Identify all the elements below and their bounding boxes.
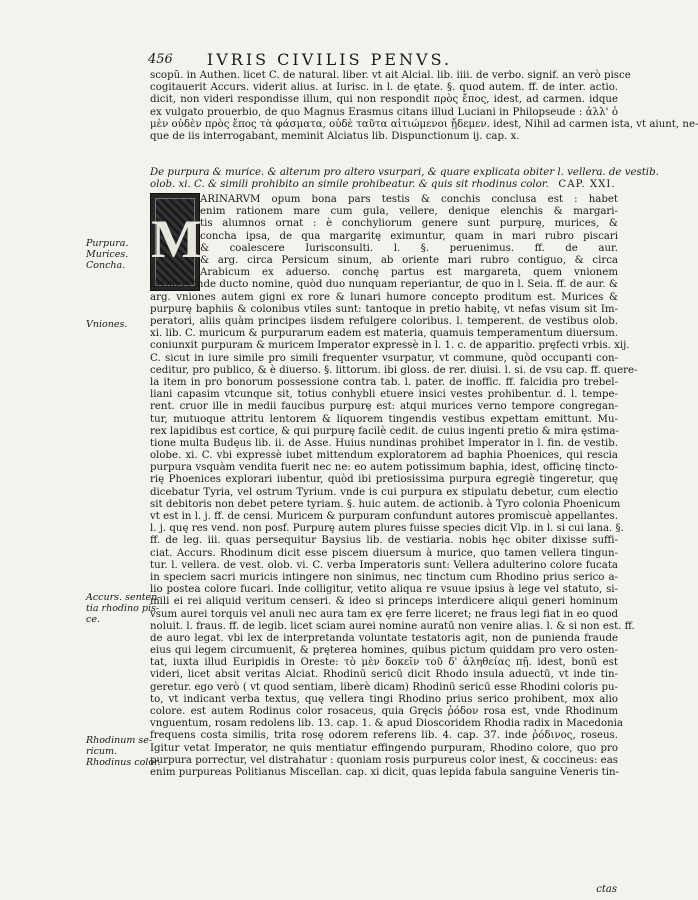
catchword: ctas [596, 884, 617, 895]
text-line: tur, mutuoque attritu lentorem & liquorem tingendis vestibus expettam emittunt. Mu- [150, 413, 618, 425]
text-line: purpura porrectur, vel distrahatur : quoniam rosis purpureus color inest, & coccineus: eas [150, 754, 618, 766]
heading-line [150, 179, 618, 191]
margin-note-line: Rhodinus color. [86, 757, 161, 768]
text-line: tur. l. vellera. de vest. olob. vi. C. verba Imperatoris sunt: Vellera adulterino colore fucata [150, 559, 618, 571]
text-line: purpurę baphiis & colonibus vtiles sunt: tantoque in pretio habitę, vt nefas visum sit Im- [150, 303, 618, 315]
heading-line-text: olob. xi. C. & simili prohibito an simile prohibeatur. & quis sit rhodinus color. [150, 179, 549, 191]
text-line: to, vt indicant verba textus, quę vellera tingi Rhodino prius serico prohibent, mox alio [150, 693, 618, 705]
text-line: concha ipsa, de qua margaritę eximuntur, quam in mari rubro piscari [200, 230, 618, 242]
margin-note-line: Purpura. [86, 238, 129, 249]
margin-note-uniones [86, 319, 127, 330]
drop-cap [150, 193, 200, 291]
text-line: vsum aurei torquis vel anuli nec aura tam ex ęre ferre liceret; ne fraus legi fiat in eo quod [150, 608, 618, 620]
text-line: dicebatur Tyria, vel ostrum Tyrium. vnde is cui purpura ex stipulatu debetur, cum electio [150, 486, 618, 498]
text-line: lio postea colore fucari. Inde colligitur, vetito aliqua re vsuue ipsius à lege vel statuto, si- [150, 584, 618, 596]
text-line: enim rationem mare cum gula, vellere, denique elenchis & margari- [200, 206, 618, 218]
text-line: geretur. ego verò ( vt quod sentiam, liberè dicam) Rhodinū sericū esse Rhodini coloris pu- [150, 681, 618, 693]
text-line: ciat. Accurs. Rhodinum dicit esse piscem diuersum à murice, quo tamen vellera tingun- [150, 547, 618, 559]
text-line: diximus inde ducto nomine, quòd duo nunquam reperiantur, de quo in l. Seia. ff. de aur. & [150, 279, 618, 291]
text-line: rex lapidibus est cortice, & qui purpurę facilè cedit. de cuius ingenti pretio & mira ęstima- [150, 425, 619, 437]
text-line: peratori, aliis quàm principes iisdem refulgere coloribus. l. temperent. de vestibus olob. [150, 315, 618, 327]
text-line: Arabicum ex aduerso. conchę partus est margareta, quem vnionem [200, 267, 618, 279]
text-line: rię Phoenices explorari iubentur, quòd ibi pretiosissima purpura egregiè tingeretur, quę [150, 474, 618, 486]
text-line: vnguentum, rosam redolens lib. 13. cap. 1. & apud Dioscoridem Rhodia radix in Macedonia [150, 718, 623, 730]
text-line: scopũ. in Authen. licet C. de natural. liber. vt ait Alcial. lib. iiii. de verbo. signif. an verò pisce [150, 70, 631, 81]
margin-note-accursius [86, 592, 160, 625]
text-line: coniunxit purpuram & muricem Imperator expressè in l. 1. c. de apparitio. pręfecti vrbis. xij. [150, 340, 630, 352]
text-line: videri, licet absit veritas Alciat. Rhodinū sericū dicit Rhodo insula aduectū, vt inde tin- [150, 669, 618, 681]
margin-note-line: Vniones. [86, 319, 128, 330]
text-line: mili ei rei aliquid veritum censeri. & ideo si princeps interdicere aliqui generi hominum [150, 596, 618, 608]
text-line: noluit. l. fraus. ff. de legib. licet sciam aurei nomine auratū non venire alias. l. & si non est. ff. [150, 620, 635, 632]
margin-note-line: Murices. [86, 249, 129, 260]
text-line: que de iis interrogabant, meminit Alciatus lib. Dispunctionum ij. cap. x. [150, 130, 520, 142]
margin-note-purpura [86, 238, 128, 271]
text-line: ex vulgato prouerbio, de quo Magnus Erasmus citans illud Luciani in Philopseude : ἀλλ' ὁ [150, 106, 618, 118]
text-line: l. j. quę res vend. non posf. Purpurę autem plures fuisse species dicit Vlp. in l. si cui lana. §. [150, 523, 624, 535]
text-line: & coalescere Iurisconsulti. l. §. peruenimus. ff. de aur. [200, 242, 618, 254]
text-line: ARINARVM opum bona pars testis & conchis conclusa est : habet [200, 194, 618, 205]
text-line: Igitur vetat Imperator, ne quis mentiatur effingendo purpuram, Rhodino colore, quo pro [150, 742, 618, 754]
text-line: & arg. circa Persicum sinum, ab oriente mari rubro contiguo, & circa [200, 254, 618, 266]
text-line: eius qui legem circumuenit, & pręterea homines, quibus pictum quiddam pro vero osten- [150, 645, 618, 657]
text-line: ceditur, pro publico, & è diuerso. §. littorum. ibi gloss. de rer. diuisi. l. si. de vsu cap. ff. quere- [150, 364, 638, 376]
margin-note-line: Accurs. senten- [86, 592, 161, 603]
text-line: olobe. xi. C. vbi expressè iubet mittendum exploratorem ad baphia Phoenices, qui rescia [150, 450, 618, 462]
margin-note-line: ricum. [86, 746, 118, 757]
text-line: de auro legat. vbi lex de interpretanda voluntate testatoris agit, non de punienda fraude [150, 632, 618, 644]
running-head: IVRIS CIVILIS PENVS. [206, 50, 453, 69]
text-line: xi. lib. C. muricum & purpurarum eadem est materia, quamuis temperamentum diuersum. [150, 328, 618, 340]
text-line: in speciem sacri muricis intingere non sinimus, nec tinctum cum Rhodino prius serico a- [150, 571, 618, 583]
text-line: frequens costa similis, trita rosę odorem referens lib. 4. cap. 37. inde ῥόδινος, roseus. [150, 730, 618, 742]
text-line: colore. est autem Rodinus color rosaceus, quia Gręcis ῥόδον rosa est, vnde Rhodinum [150, 706, 618, 717]
text-line: enim purpureas Politianus Miscellan. cap. xi dicit, quas lepida fabula sanguine Veneris tin- [150, 766, 619, 778]
text-line: C. sicut in iure simile pro simili frequenter vsurpatur, vt commune, quòd occupanti con- [150, 352, 618, 364]
text-line: rent. cruor ille in medii faucibus purpurę est: atqui murices verno tempore congregan- [150, 401, 618, 413]
page-number: 456 [148, 52, 173, 67]
text-line: tis alumnos ornat : è conchyliorum genere sunt purpurę, murices, & [200, 218, 618, 230]
main-paragraph-top [200, 194, 618, 279]
text-line: cogitauerit Accurs. viderit alius. at Iurisc. in l. de ętate. §. quod autem. ff. de inter. actio. [150, 82, 618, 94]
chapter-heading [150, 167, 659, 191]
text-line: vt est in l. j. ff. de censi. Muricem & purpuram confundunt autores promiscuè appellantes. [150, 511, 619, 522]
margin-note-rhodinum [86, 735, 161, 768]
text-line: la item in pro bonorum possessione contra tab. l. pater. de inoffic. ff. falcidia pro trebel- [150, 376, 618, 388]
margin-note-line: ce. [86, 614, 100, 625]
intro-paragraph [150, 70, 698, 143]
margin-note-line: Concha. [86, 260, 126, 271]
text-line: liani capasim vtcunque sit, totius conhybli etuere insici vestes prohibentur. d. l. tempe- [150, 389, 618, 401]
margin-note-line: Rhodinum se- [86, 735, 153, 746]
text-line: μὲν οὐδὲν πρὸς ἔπος τὰ φάσματα, οὐδὲ ταῦτα αἰτιώμενοι ᾔδεμεν. idest, Nihil ad carmen ista, vt aiunt, ne- [150, 118, 698, 130]
text-line: dicit, non videri respondisse illum, qui non respondit πρὸς ἔπος, idest, ad carmen. idque [150, 94, 618, 106]
margin-note-line: tia rhodino pis- [86, 603, 160, 614]
text-line: sit debitoris non debet petere tyriam. §. huic autem. de actionib. à Tyro colonia Phoenicum [150, 498, 621, 510]
chapter-number: CAP. XXI. [558, 179, 616, 191]
main-paragraph-bottom [150, 328, 638, 779]
text-line: tat, iuxta illud Euripidis in Oreste: τὸ μὲν δοκεῖν τοῦ δ' ἀληθείας πῇ. idest, bonū est [150, 657, 618, 669]
heading-line: De purpura & murice. & alterum pro altero vsurpari, & quare explicata obiter l. vellera. de vestib. [150, 167, 659, 178]
text-line: ff. de leg. iii. quas persequitur Baysius lib. de vestiaria. nobis hęc obiter dixisse suffi- [150, 535, 618, 547]
text-line: purpura vsquàm vendita fuerit nec ne: eo autem potissimum baphia, idest, officinę tincto- [150, 462, 618, 474]
main-paragraph-wide [150, 279, 618, 328]
drop-cap-letter: M [151, 209, 202, 269]
text-line: tione multa Budęus lib. ii. de Asse. Huius nundinas prohibet Imperator in l. fin. de vestib. [150, 437, 618, 449]
text-line: arg. vniones autem gigni ex rore & lunari humore concepto proditum est. Murices & [150, 291, 618, 303]
